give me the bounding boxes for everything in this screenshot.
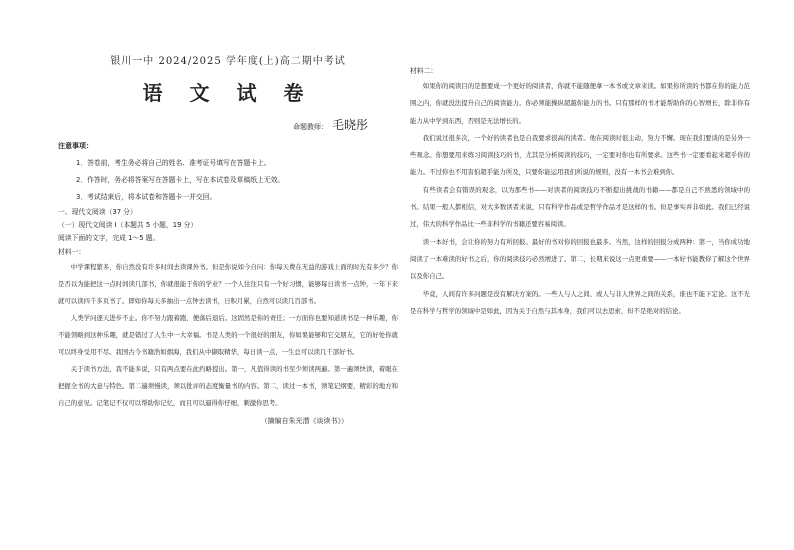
passage-paragraph: 如果你的阅读目的是想要成一个更好的阅读者，你就不能随便拿一本书或文章来读。如果你所读的书都在你的能力范围之内，你就没法提升自己的阅读能力。你必须能操纵超越你能力的书。只有那样的书才能帮助你的心智增长，除非你有能力从中学到东西，否则是无法增长的。	[410, 82, 750, 125]
notice-heading: 注意事项：	[58, 142, 93, 150]
left-column	[58, 52, 398, 426]
source-citation: （摘编自朱光潜《谈读书》）	[260, 417, 348, 425]
school-header: 银川一中 2024/2025 学年度(上)高二期中考试	[110, 56, 346, 67]
right-column	[410, 64, 750, 320]
notice-item: 2．作答时，务必将答案写在答题卡上，写在本试卷及草稿纸上无效。	[76, 176, 285, 184]
page-title: 语 文 试 卷	[142, 81, 314, 105]
teacher-name: 毛晓彤	[331, 118, 368, 132]
teacher-label: 命题教师：	[292, 123, 328, 131]
material-title: 材料一：	[58, 248, 86, 256]
notice-item: 1．答卷前，考生务必将自己的姓名、准考证号填写在答题卡上。	[76, 159, 271, 167]
passage-paragraph: 我们说过很多次，一个好的读者也是自我要求很高的读者。他在阅读时很主动，努力不懈。现在我们要谈的是另外一些观念。你想要用来练习阅读技巧的书，尤其是分析阅读的技巧，一定要对你也有所要求。这些书一定要看起来超乎你的能力。不过你也不用害怕超乎能力所及，只要你能运用我们所说的规则，没有一本书会难到你。	[410, 133, 750, 177]
section-heading: 一、现代文阅读（37 分）	[58, 208, 137, 216]
notice-list	[58, 155, 398, 206]
instruction: 阅读下面的文字，完成 1～5 题。	[58, 234, 160, 242]
material-title: 材料二：	[410, 67, 438, 75]
passage-paragraph: 毕竟，人间有许多问题是没有解决方案的。一些人与人之间、或人与非人世界之间的关系，谁也不能下定论。这不光是在科学与哲学的领域中是如此，因为关于自然与其本身，我们可以去思索，但不是绝对的结论。	[410, 289, 750, 315]
passage-paragraph: 读一本好书，会让你的努力有所回报。最好的书对你的回报也最多。当然，这样的回报分成两种：第一，当你成功地阅读了一本难读的好书之后，你的阅读技巧必然增进了。第二，长期来说这一点更重要——一本好书能教你了解这个世界以及你自己。	[410, 237, 750, 281]
notice-item: 3．考试结束后，将本试卷和答题卡一并交回。	[76, 193, 217, 201]
passage-paragraph: 有些读者会有错误的观念，以为那些书——对读者的阅读技巧不断提出挑战的书籍——都是自己不熟悉的领域中的书。结果一般人都相信，对大多数读者来说，只有科学作品或是哲学作品才是这样的书。但是事实并非如此。我们已经说过，伟大的科学作品比一些非科学的书籍还要容易阅读。	[410, 185, 750, 229]
teacher-line	[58, 116, 368, 133]
subsection-heading: （一）现代文阅读 I（本题共 5 小题，19 分）	[58, 221, 198, 229]
passage-paragraph: 关于读书方法，我不能多说，只有两点要在此约略提出。第一，凡值得读的书至少须读两遍。第一遍须快读，着眼在把握全书的大意与特色。第二遍须慢读，须以批评的态度衡量书的内容。第二，读过一本书，须笔记纲要，精彩的地方和自己的意见。记笔记不仅可以帮助你记忆，而且可以逼得你仔细，刺激你思考。	[58, 365, 398, 407]
passage-paragraph: 人类学问逐天进步不止。你不努力跟着跑，便落后退后。这固然是你的责任；一方面你也要知道读书是一种乐趣，你不能领略到这种乐趣，就是错过了人生中一大幸福。书是人类的一个很好的朋友，你如果能够和它交朋友，它的好处你就可以终身受用不尽。我国古今书籍浩如烟海，我们从中撷取精华，每日读一点，一生总可以读几千部好书。	[58, 314, 398, 356]
passage-paragraph: 中学课程繁多，你自然没有许多时间去读课外书。但是你说如今自问：你每天费在无益的游戏上面的时光有多少？你是否以为能把这一点时间读几部书，你就很能于你的学业？一个人往往只有一个好习惯，能够每日读书一点钟，一年下来就可以读四千多页书了。即如你每天多抽出一点钟去读书，日积月累，自然可以读几百部书。	[58, 263, 398, 305]
